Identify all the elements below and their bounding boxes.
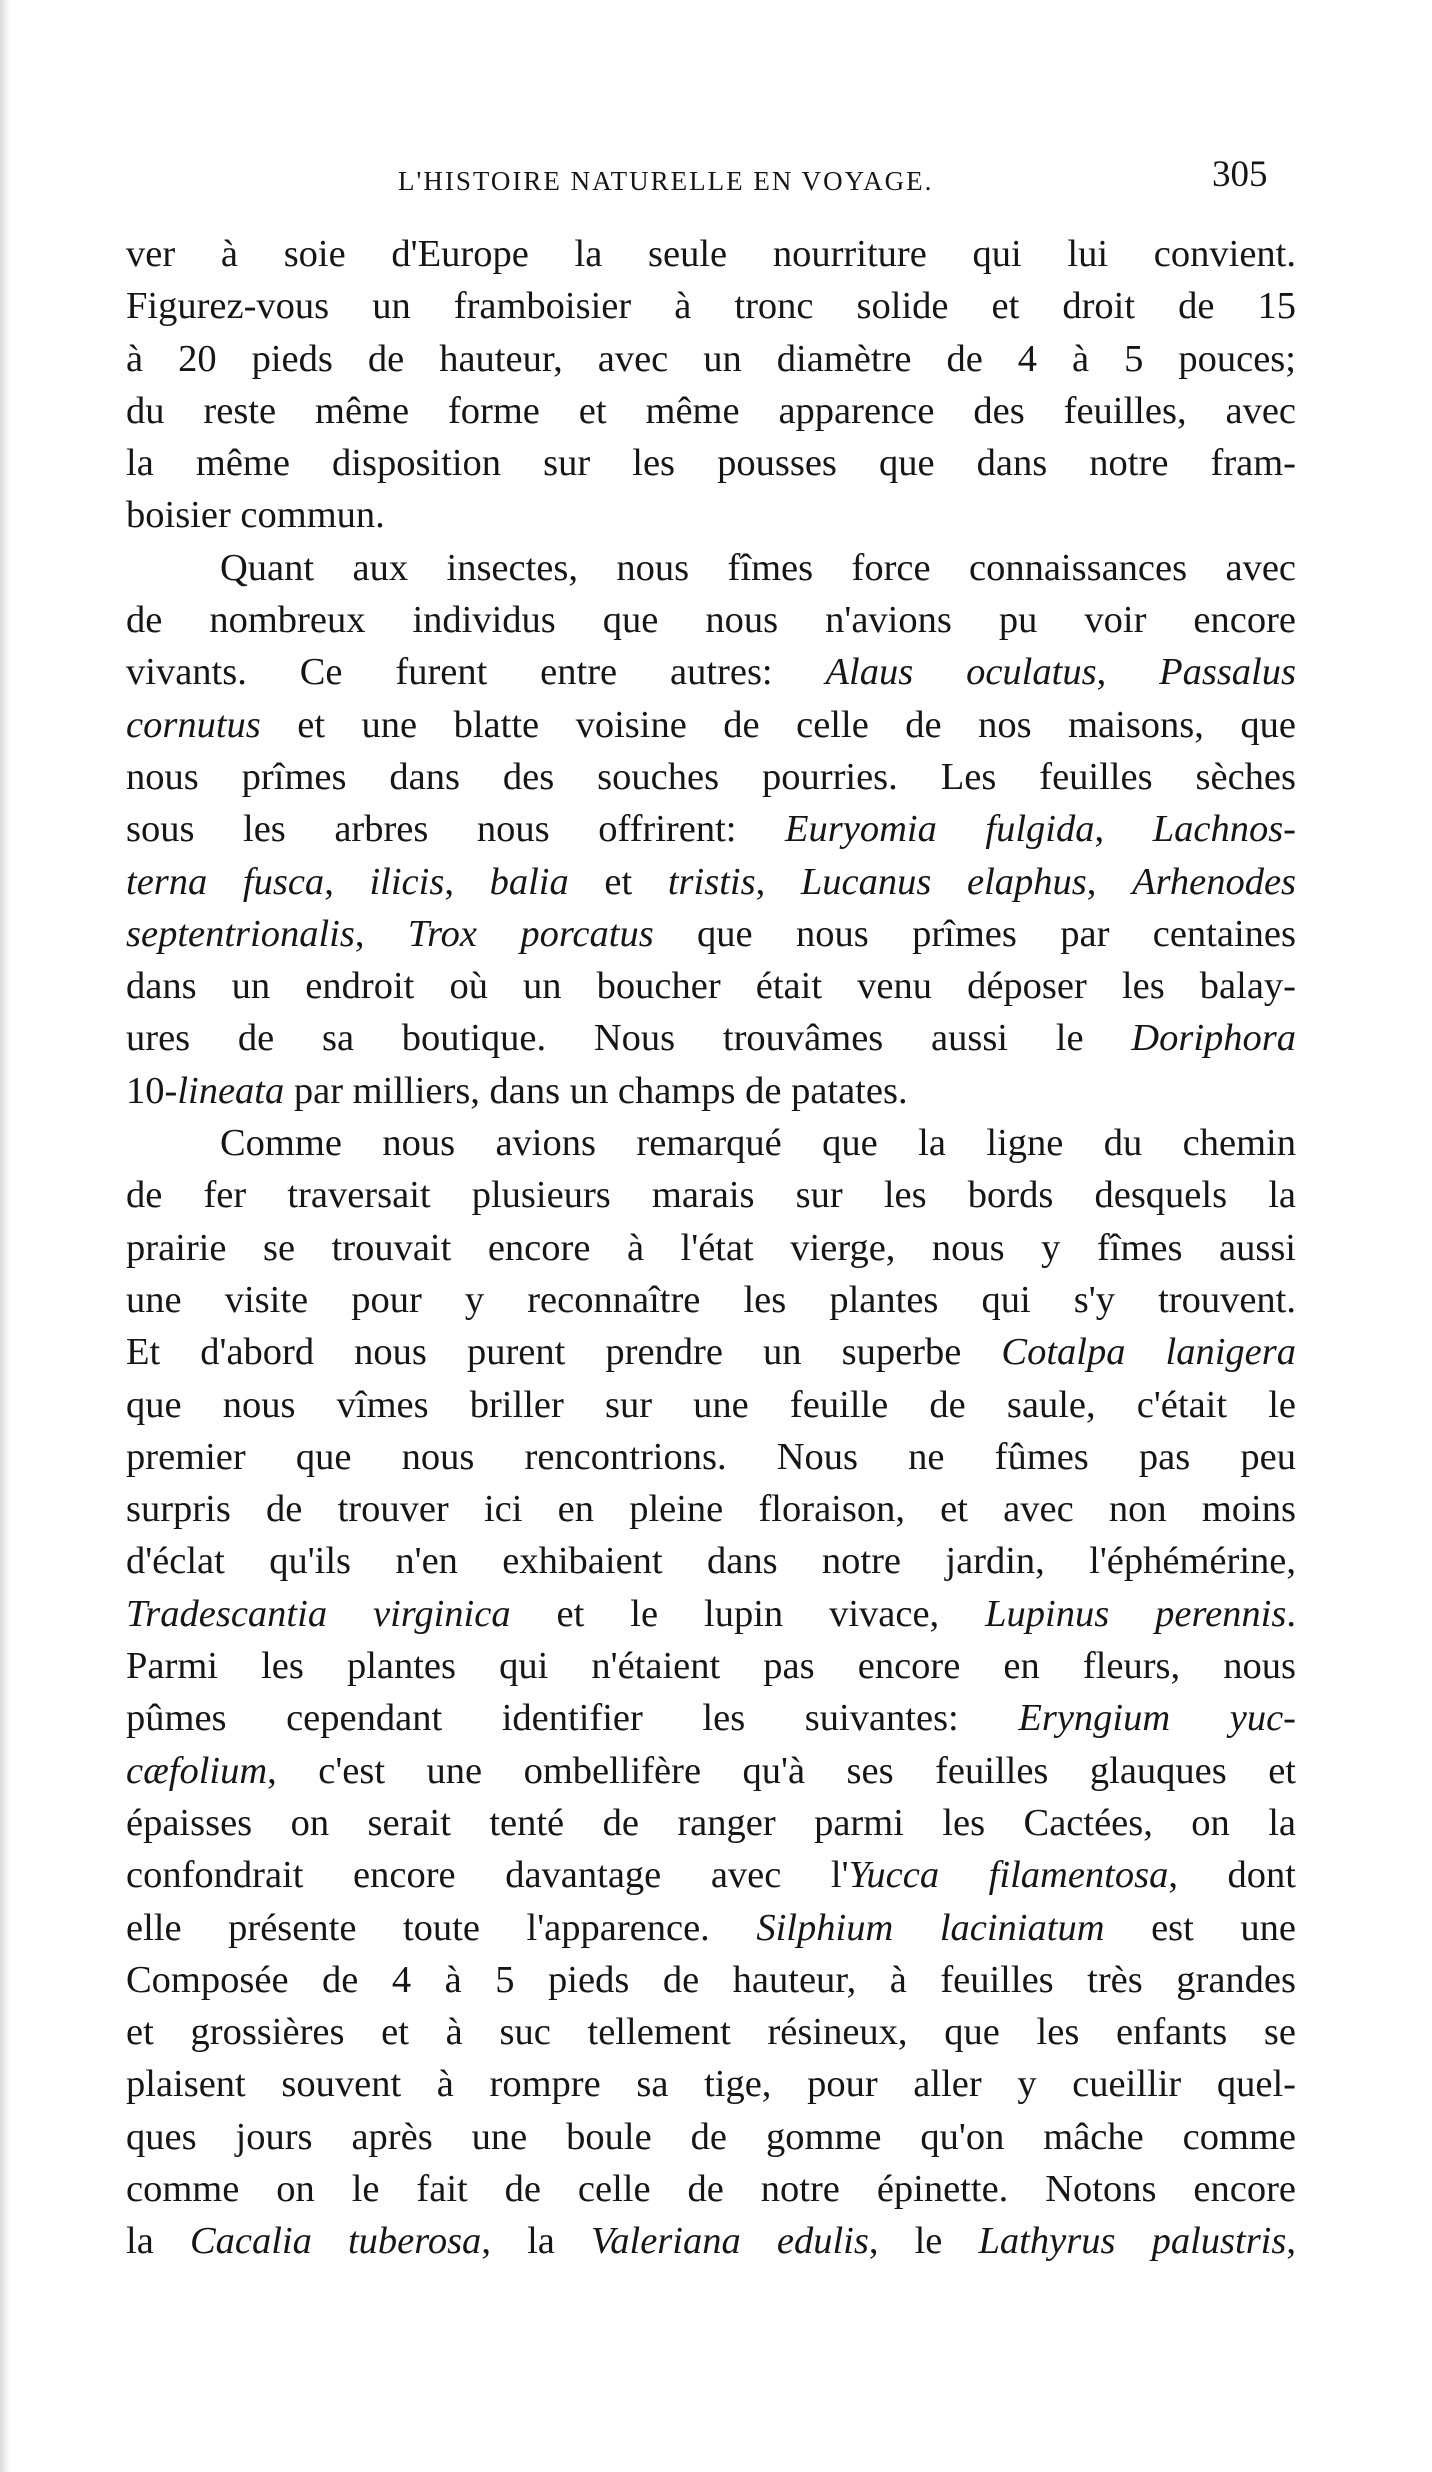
text-line: plaisent souvent à rompre sa tige, pour aller y cueillir quel-	[126, 2063, 1296, 2106]
text-line: Comme nous avions remarqué que la ligne du chemin	[220, 1122, 1296, 1165]
text-line: Quant aux insectes, nous fîmes force connaissances avec	[220, 546, 1296, 589]
text-line: de fer traversait plusieurs marais sur les bords desquels la	[126, 1174, 1296, 1217]
text-line: Figurez-vous un framboisier à tronc solide et droit de 15	[126, 285, 1296, 328]
body-text	[126, 228, 1296, 2268]
text-line: Tradescantia virginica et le lupin vivace, Lupinus perennis.	[126, 1592, 1296, 1635]
text-line: pûmes cependant identifier les suivantes: Eryngium yuc-	[126, 1697, 1296, 1740]
text-line: boisier commun.	[126, 494, 385, 537]
text-line: Composée de 4 à 5 pieds de hauteur, à feuilles très grandes	[126, 1958, 1296, 2001]
text-line: 10-lineata par milliers, dans un champs de patates.	[126, 1069, 908, 1112]
text-line: et grossières et à suc tellement résineux, que les enfants se	[126, 2011, 1296, 2054]
text-line: de nombreux individus que nous n'avions pu voir encore	[126, 599, 1296, 642]
text-line: septentrionalis, Trox porcatus que nous prîmes par centaines	[126, 912, 1296, 955]
text-line: ques jours après une boule de gomme qu'on mâche comme	[126, 2115, 1296, 2158]
text-line: d'éclat qu'ils n'en exhibaient dans notre jardin, l'éphémérine,	[126, 1540, 1296, 1583]
text-line: une visite pour y reconnaître les plantes qui s'y trouvent.	[126, 1278, 1296, 1321]
page-edge-shadow	[0, 0, 10, 2472]
text-line: vivants. Ce furent entre autres: Alaus oculatus, Passalus	[126, 651, 1296, 694]
text-line: à 20 pieds de hauteur, avec un diamètre de 4 à 5 pouces;	[126, 337, 1296, 380]
text-line: terna fusca, ilicis, balia et tristis, Lucanus elaphus, Arhenodes	[126, 860, 1297, 903]
text-line: premier que nous rencontrions. Nous ne fûmes pas peu	[126, 1435, 1296, 1478]
text-line: que nous vîmes briller sur une feuille de saule, c'était le	[126, 1383, 1296, 1426]
text-line: Et d'abord nous purent prendre un superbe Cotalpa lanigera	[126, 1331, 1296, 1374]
page-number: 305	[1212, 154, 1268, 195]
text-line: du reste même forme et même apparence des feuilles, avec	[126, 389, 1296, 432]
text-line: cornutus et une blatte voisine de celle de nos maisons, que	[126, 703, 1296, 746]
text-line: épaisses on serait tenté de ranger parmi les Cactées, on la	[126, 1801, 1296, 1844]
text-line: la Cacalia tuberosa, la Valeriana edulis, le Lathyrus palustris,	[126, 2220, 1296, 2263]
text-line: dans un endroit où un boucher était venu déposer les balay-	[126, 965, 1296, 1008]
text-line: cæfolium, c'est une ombellifère qu'à ses feuilles glauques et	[126, 1749, 1296, 1792]
text-line: surpris de trouver ici en pleine floraison, et avec non moins	[126, 1488, 1296, 1531]
text-line: confondrait encore davantage avec l'Yucca filamentosa, dont	[126, 1854, 1296, 1897]
running-title: L'HISTOIRE NATURELLE EN VOYAGE.	[398, 166, 934, 196]
text-line: ures de sa boutique. Nous trouvâmes aussi le Doriphora	[126, 1017, 1296, 1060]
text-line: sous les arbres nous offrirent: Euryomia fulgida, Lachnos-	[126, 808, 1297, 851]
text-line: comme on le fait de celle de notre épinette. Notons encore	[126, 2167, 1296, 2210]
text-line: elle présente toute l'apparence. Silphium laciniatum est une	[126, 1906, 1296, 1949]
text-line: prairie se trouvait encore à l'état vierge, nous y fîmes aussi	[126, 1226, 1296, 1269]
text-line: la même disposition sur les pousses que dans notre fram-	[126, 442, 1296, 485]
text-line: Parmi les plantes qui n'étaient pas encore en fleurs, nous	[126, 1645, 1296, 1688]
text-line: nous prîmes dans des souches pourries. Les feuilles sèches	[126, 755, 1296, 798]
text-line: ver à soie d'Europe la seule nourriture qui lui convient.	[126, 233, 1296, 275]
